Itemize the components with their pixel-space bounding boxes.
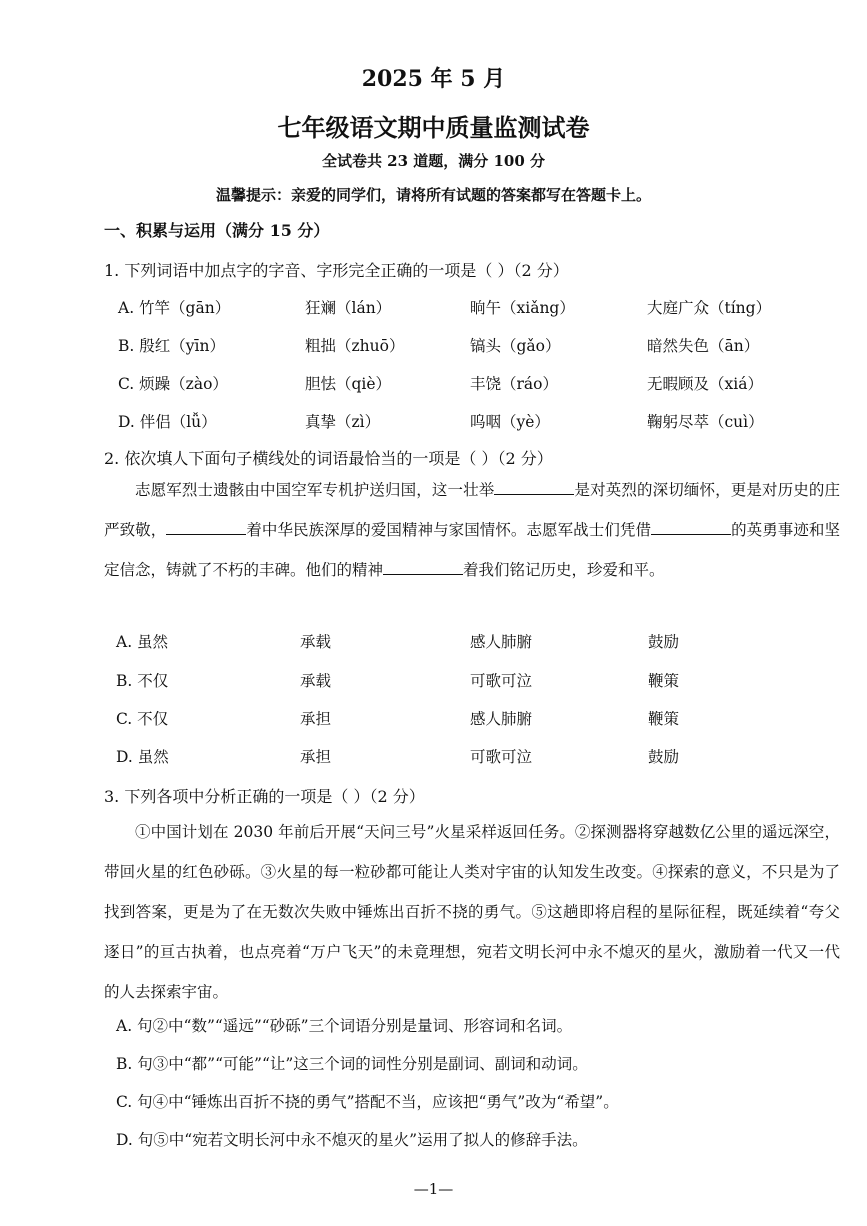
question-1-stem: 1. 下列词语中加点字的字音、字形完全正确的一项是（ ）（2 分） <box>104 261 569 280</box>
q1-option-c-4: 无暇顾及（xiá） <box>647 375 763 393</box>
question-2-stem: 2. 依次填人下面句子横线处的词语最恰当的一项是（ ）（2 分） <box>104 449 553 468</box>
q2-passage-part-3: 着中华民族深厚的爱国精神与家国情怀。志愿军战士们凭借 <box>246 521 652 539</box>
q1-option-b-1: B. 殷红（yīn） <box>118 337 225 355</box>
q2-option-d-1: D. 虽然 <box>116 748 169 766</box>
q3-passage-text: ①中国计划在 2030 年前后开展“天问三号”火星采样返回任务。②探测器将穿越数亿公里的遥远深空，带回火星的红色砂砾。③火星的每一粒砂都可能让人类对宇宙的认知发生改变。④探索的意义，不只是为了找到答案，更是为了在无数次失败中锤炼出百折不挠的勇气。⑤这趟即将启程的星际征程，既延续着“夸父逐日”的亘古执着，也点亮着“万户飞天”的未竟理想，宛若文明长河中永不熄灭的星火，激励着一代又一代的人去探索宇宙。 <box>104 823 840 1001</box>
q2-option-b-1: B. 不仅 <box>116 672 169 690</box>
q1-option-a-3: 晌午（xiǎng） <box>470 299 575 317</box>
q3-passage <box>104 812 840 1012</box>
q1-option-b-2: 粗拙（zhuō） <box>305 337 405 355</box>
q3-option-a: A. 句②中“数”“遥远”“砂砾”三个词语分别是量词、形容词和名词。 <box>116 1017 573 1035</box>
page-number: —1— <box>413 1180 454 1198</box>
q1-option-a-1: A. 竹竿（gān） <box>118 299 231 317</box>
q2-option-c-3: 感人肺腑 <box>470 710 533 728</box>
q2-option-d-4: 鼓励 <box>648 748 680 766</box>
q1-option-b-3: 镐头（gǎo） <box>470 337 561 355</box>
fill-blank-2 <box>166 519 246 536</box>
q2-option-a-2: 承载 <box>300 633 332 651</box>
q1-option-c-1: C. 烦躁（zào） <box>118 375 228 393</box>
fill-blank-1 <box>494 479 574 496</box>
q2-option-c-2: 承担 <box>300 710 332 728</box>
fill-blank-3 <box>651 519 731 536</box>
q2-option-a-4: 鼓励 <box>648 633 680 651</box>
q2-passage-part-5: 着我们铭记历史，珍爱和平。 <box>463 561 665 579</box>
q1-option-d-3: 呜咽（yè） <box>470 413 550 431</box>
q1-option-a-4: 大庭广众（tíng） <box>647 299 772 317</box>
exam-date: 2025 年 5 月 <box>361 66 506 92</box>
q1-option-d-1: D. 伴侣（lǚ） <box>118 413 217 431</box>
q1-option-d-2: 真挚（zì） <box>305 413 381 431</box>
q1-option-b-4: 暗然失色（ān） <box>647 337 760 355</box>
q3-option-d: D. 句⑤中“宛若文明长河中永不熄灭的星火”运用了拟人的修辞手法。 <box>116 1131 588 1149</box>
q2-option-b-3: 可歌可泣 <box>470 672 533 690</box>
q1-option-c-3: 丰饶（ráo） <box>470 375 558 393</box>
q2-passage-part-1: 志愿军烈士遗骸由中国空军专机护送归国，这一壮举 <box>135 481 495 499</box>
fill-blank-4 <box>383 559 463 576</box>
q3-option-c: C. 句④中“锤炼出百折不挠的勇气”搭配不当，应该把“勇气”改为“希望”。 <box>116 1093 619 1111</box>
q3-option-b: B. 句③中“都”“可能”“让”这三个词的词性分别是副词、副词和动词。 <box>116 1055 588 1073</box>
q2-passage-part-2: 是对英烈的深切缅怀，更是对历史的庄严致敬， <box>104 481 840 539</box>
q2-option-a-3: 感人肺腑 <box>470 633 533 651</box>
q2-option-d-3: 可歌可泣 <box>470 748 533 766</box>
section-title: 一、积累与运用（满分 15 分） <box>104 221 330 240</box>
q1-option-a-2: 狂斓（lán） <box>305 299 392 317</box>
exam-subtitle: 全试卷共 23 道题，满分 100 分 <box>321 152 546 170</box>
exam-title: 七年级语文期中质量监测试卷 <box>277 113 590 142</box>
q2-option-d-2: 承担 <box>300 748 332 766</box>
q1-option-d-4: 鞠躬尽萃（cuì） <box>647 413 764 431</box>
q2-passage <box>104 470 840 590</box>
q2-option-b-2: 承载 <box>300 672 332 690</box>
q2-option-b-4: 鞭策 <box>648 672 680 690</box>
q2-option-a-1: A. 虽然 <box>116 633 169 651</box>
question-3-stem: 3. 下列各项中分析正确的一项是（ ）（2 分） <box>104 787 425 806</box>
q2-option-c-4: 鞭策 <box>648 710 680 728</box>
q2-option-c-1: C. 不仅 <box>116 710 169 728</box>
exam-tip: 温馨提示：亲爱的同学们，请将所有试题的答案都写在答题卡上。 <box>215 186 651 204</box>
q1-option-c-2: 胆怯（qiè） <box>305 375 392 393</box>
q2-passage-part-4: 的英勇事迹和坚定信念，铸就了不朽的丰碑。他们的精神 <box>104 521 840 579</box>
